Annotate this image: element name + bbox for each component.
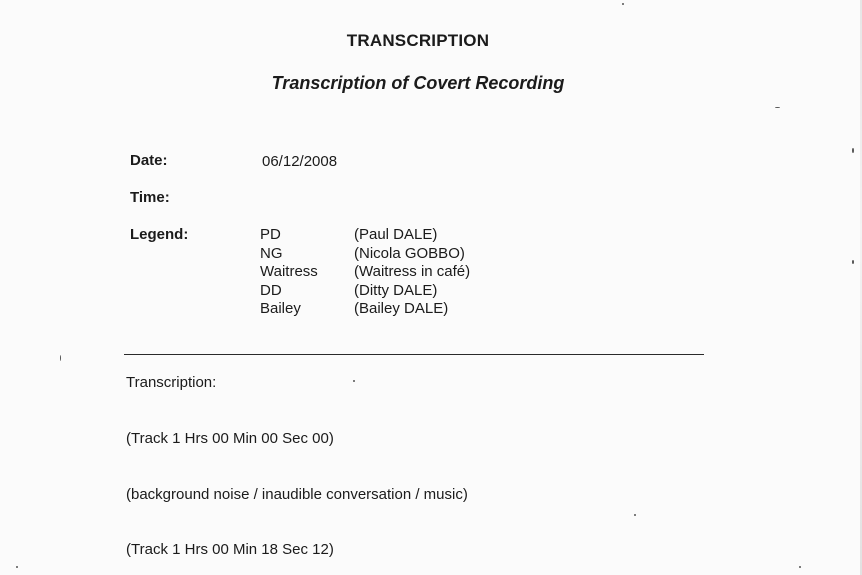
legend-label: Legend: [130, 226, 189, 243]
section-divider [124, 354, 704, 355]
document-title: TRANSCRIPTION [346, 31, 490, 50]
legend-code: Bailey [260, 300, 301, 317]
scan-speck [852, 260, 854, 264]
legend-description: (Nicola GOBBO) [354, 244, 465, 262]
legend-description: (Waitress in café) [354, 263, 471, 280]
scan-speck [775, 107, 780, 108]
legend-code: PD [260, 226, 281, 243]
legend-entry [260, 300, 500, 319]
legend-code: DD [260, 281, 282, 299]
legend-description: (Ditty DALE) [354, 281, 438, 299]
date-label: Date: [130, 152, 168, 169]
legend-description: (Paul DALE) [354, 226, 438, 243]
legend-entry [260, 263, 500, 282]
scan-speck [852, 148, 854, 153]
scan-speck [622, 3, 624, 5]
legend-entry [260, 245, 500, 264]
transcription-heading: Transcription: [126, 374, 217, 391]
scan-speck [16, 566, 18, 568]
time-label: Time: [130, 189, 170, 206]
scan-speck [634, 514, 636, 516]
transcript-line: (Track 1 Hrs 00 Min 18 Sec 12) [126, 541, 334, 558]
scan-speck [353, 380, 355, 382]
scan-speck [60, 355, 61, 361]
legend-list [260, 226, 500, 319]
date-value: 06/12/2008 [262, 153, 338, 170]
legend-code: Waitress [260, 263, 318, 280]
document-subtitle: Transcription of Covert Recording [271, 73, 565, 93]
transcript-line: (background noise / inaudible conversation / music) [126, 486, 468, 503]
transcript-line: (Track 1 Hrs 00 Min 00 Sec 00) [126, 430, 334, 447]
legend-description: (Bailey DALE) [354, 300, 449, 317]
legend-entry [260, 226, 500, 245]
scan-speck [799, 566, 801, 568]
legend-entry [260, 282, 500, 301]
legend-code: NG [260, 244, 283, 262]
